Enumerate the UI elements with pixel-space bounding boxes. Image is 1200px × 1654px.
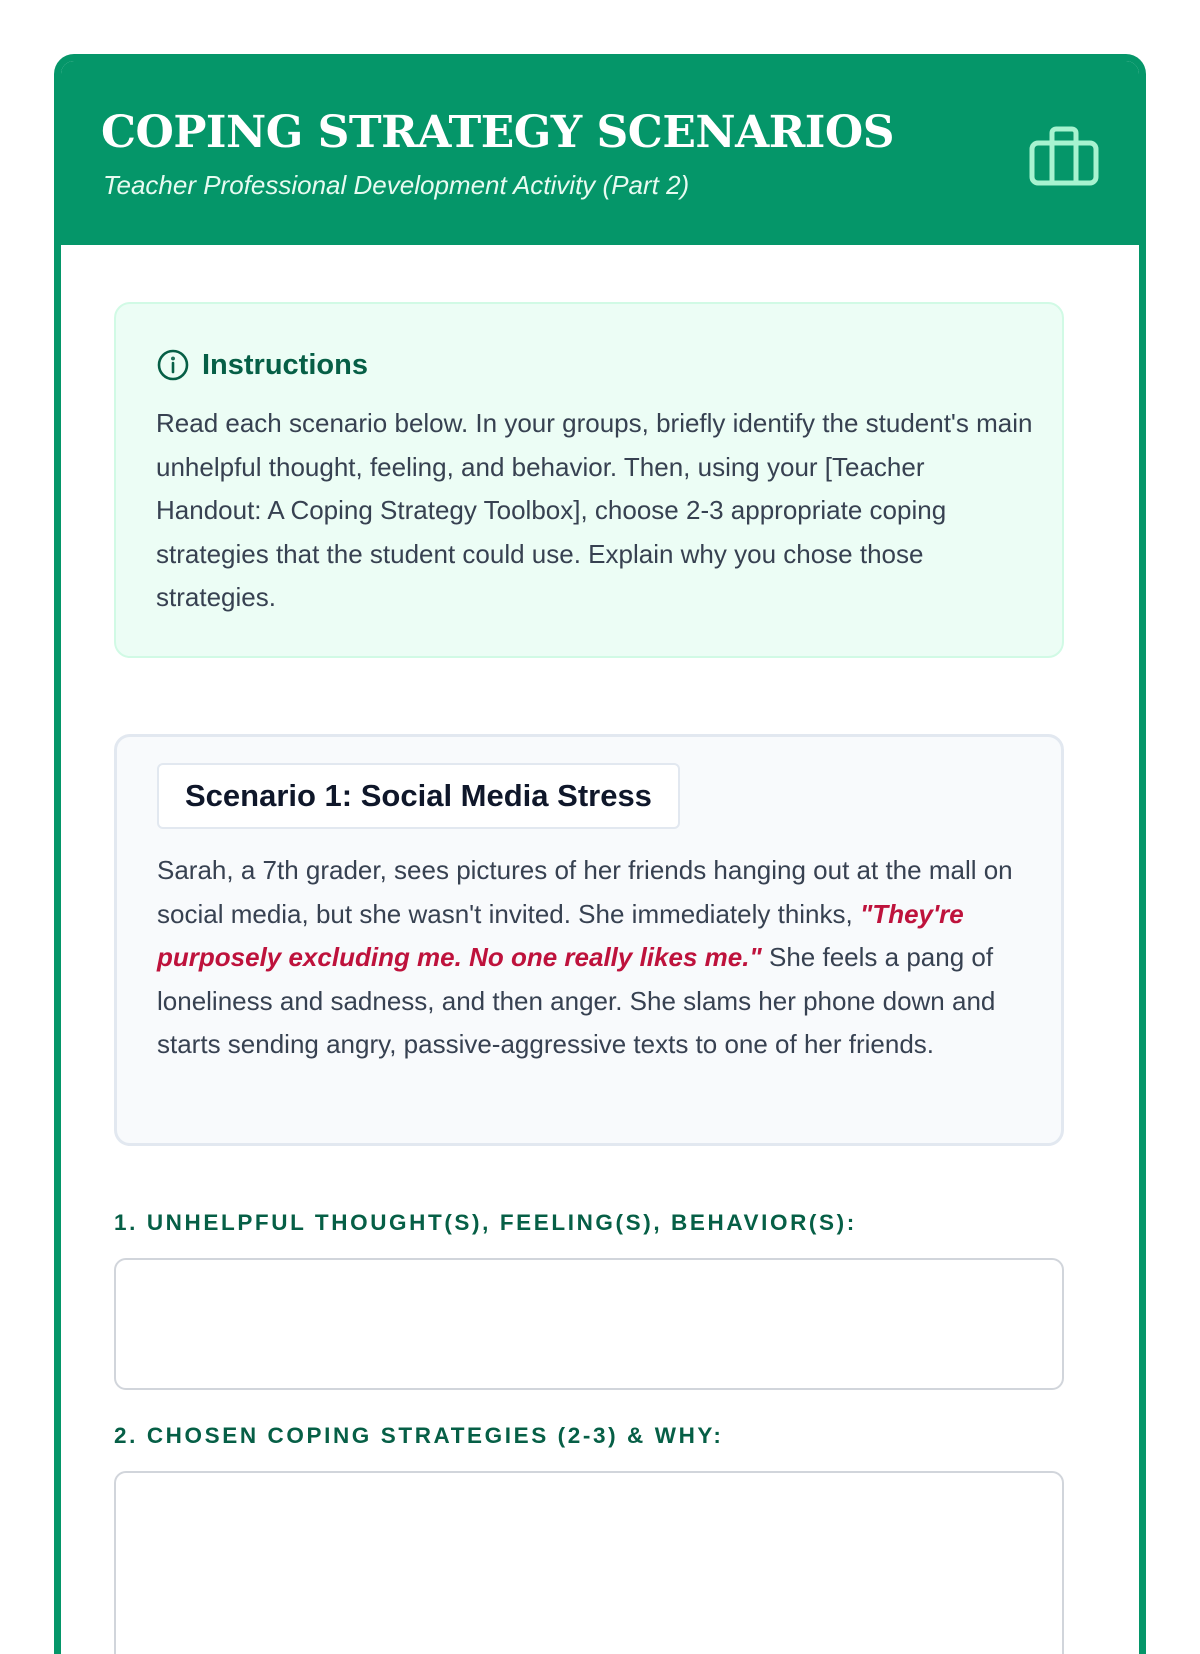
header-banner xyxy=(61,61,1139,245)
scenario-text-after: She feels a pang of loneliness and sadness, and then anger. She slams her phone down and starts sending angry, passive-aggressive texts to one of her friends. xyxy=(157,942,996,1059)
scenario-title: Scenario 1: Social Media Stress xyxy=(157,763,680,829)
instructions-panel xyxy=(114,302,1064,658)
worksheet-card xyxy=(54,54,1146,1654)
question-2-answer-field[interactable] xyxy=(114,1471,1064,1654)
scenario-text xyxy=(157,849,1037,1067)
scenario-quote: "They're purposely excluding me. No one really likes me." xyxy=(157,898,964,972)
page-title: COPING STRATEGY SCENARIOS xyxy=(101,107,894,158)
question-1-answer-field[interactable] xyxy=(114,1258,1064,1390)
scenario-card xyxy=(114,734,1064,1146)
page-subtitle: Teacher Professional Development Activity (Part 2) xyxy=(103,170,690,200)
toolbox-icon xyxy=(1027,121,1101,195)
instructions-text: Read each scenario below. In your groups, briefly identify the student's main unhelpful thought, feeling, and behavior. Then, using your [Teacher Handout: A Coping Strategy Toolbox], choose 2-3 appropriate coping strategies that the student could use. Explain why you chose those strategies. xyxy=(156,408,1033,612)
info-icon xyxy=(156,348,190,382)
instructions-header xyxy=(156,348,368,382)
question-1-label: 1. UNHELPFUL THOUGHT(S), FEELING(S), BEHAVIOR(S): xyxy=(114,1210,857,1235)
question-2-label: 2. CHOSEN COPING STRATEGIES (2-3) & WHY: xyxy=(114,1423,724,1448)
scenario-text-before: Sarah, a 7th grader, sees pictures of her friends hanging out at the mall on social media, but she wasn't invited. She immediately thinks, xyxy=(157,855,1013,929)
instructions-title: Instructions xyxy=(202,348,368,381)
